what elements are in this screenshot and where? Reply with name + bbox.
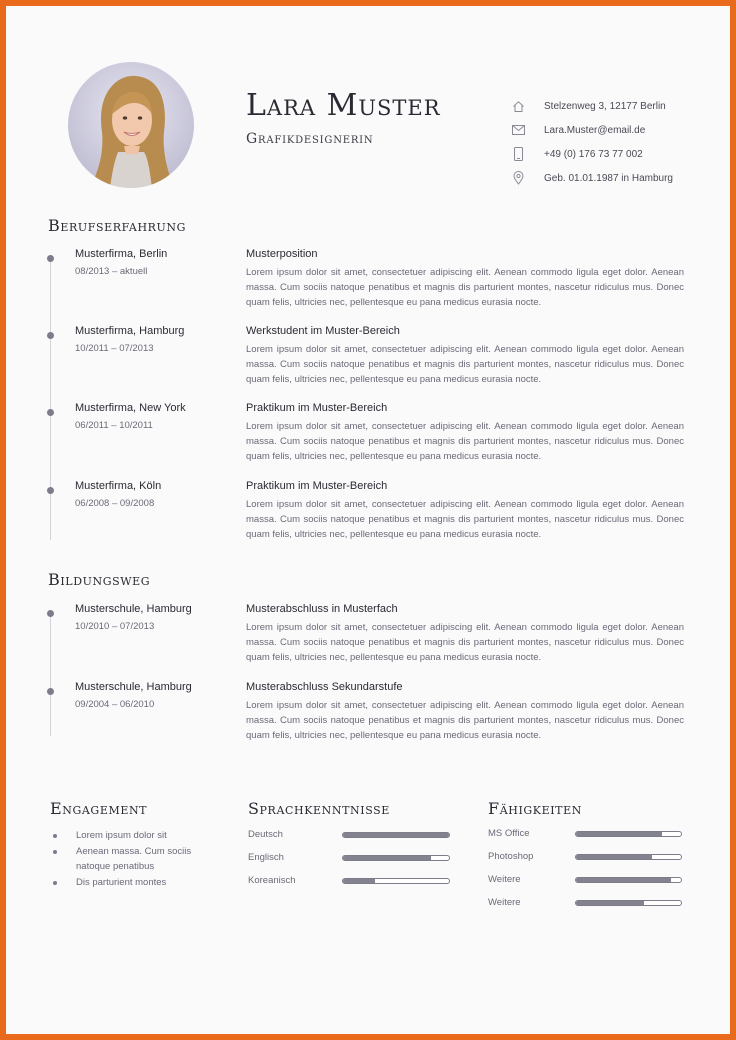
level-bar [575, 854, 682, 860]
list-item: Dis parturient montes [50, 875, 210, 890]
person-name: Lara Muster [246, 88, 441, 123]
dates: 09/2004 – 06/2010 [75, 699, 155, 710]
cv-page [6, 6, 730, 1034]
dates: 06/2008 – 09/2008 [75, 498, 155, 509]
timeline-dot [47, 332, 54, 339]
company: Musterfirma, Berlin [75, 248, 168, 260]
timeline-dot [47, 688, 54, 695]
contact-address-text: Stelzenweg 3, 12177 Berlin [544, 100, 666, 112]
timeline-dot [47, 610, 54, 617]
language-label: Englisch [248, 852, 284, 863]
position: Praktikum im Muster-Bereich [246, 402, 388, 414]
experience-entry [44, 480, 694, 544]
description: Lorem ipsum dolor sit amet, consectetuer adipiscing elit. Aenean commodo ligula eget dolor. Aenean massa. Cum sociis natoque penatibus et magnis dis parturient montes, nascetur ridiculus mus. Donec quam felis, ultricies nec, pellentesque eu pana medicus eurasia nocte. [246, 622, 684, 663]
degree: Musterabschluss Sekundarstufe [246, 681, 403, 693]
experience-entry [44, 325, 694, 389]
level-bar [342, 855, 450, 861]
home-icon [506, 98, 530, 114]
skill-label: MS Office [488, 828, 530, 839]
list-item: Lorem ipsum dolor sit [50, 828, 210, 843]
skill-row [488, 874, 688, 890]
position: Werkstudent im Muster-Bereich [246, 325, 400, 337]
language-label: Deutsch [248, 829, 283, 840]
languages-heading: Sprachkenntnisse [248, 799, 390, 818]
position: Musterposition [246, 248, 318, 260]
level-fill [576, 855, 652, 859]
skill-label: Photoshop [488, 851, 534, 862]
contact-address [506, 96, 666, 116]
level-fill [576, 901, 644, 905]
timeline-dot [47, 487, 54, 494]
education-entry [44, 603, 694, 667]
level-bar [575, 877, 682, 883]
experience-entry [44, 402, 694, 466]
engagement-heading: Engagement [50, 799, 148, 818]
contact-email [506, 120, 645, 140]
contact-birth [506, 168, 673, 188]
envelope-icon [506, 122, 530, 138]
level-fill [343, 879, 375, 883]
skill-row [488, 851, 688, 867]
level-fill [343, 856, 431, 860]
job-title: Grafikdesignerin [246, 131, 374, 147]
dates: 06/2011 – 10/2011 [75, 420, 153, 431]
description: Lorem ipsum dolor sit amet, consectetuer adipiscing elit. Aenean commodo ligula eget dolor. Aenean massa. Cum sociis natoque penatibus et magnis dis parturient montes, nascetur ridiculus mus. Donec quam felis, ultricies nec, pellentesque eu pana medicus eurasia nocte. [246, 700, 684, 741]
dates: 10/2010 – 07/2013 [75, 621, 155, 632]
education-heading: Bildungsweg [48, 570, 151, 589]
contact-email-text[interactable]: Lara.Muster@email.de [544, 124, 646, 136]
skills-heading: Fähigkeiten [488, 799, 582, 818]
contact-birth-text: Geb. 01.01.1987 in Hamburg [544, 172, 673, 184]
dates: 08/2013 – aktuell [75, 266, 148, 277]
skill-row [488, 828, 688, 844]
skill-label: Weitere [488, 874, 521, 885]
description: Lorem ipsum dolor sit amet, consectetuer adipiscing elit. Aenean commodo ligula eget dolor. Aenean massa. Cum sociis natoque penatibus et magnis dis parturient montes, nascetur ridiculus mus. Donec quam felis, ultricies nec, pellentesque eu pana medicus eurasia nocte. [246, 267, 684, 308]
contact-phone-text: +49 (0) 176 73 77 002 [544, 148, 643, 160]
phone-icon [506, 146, 530, 162]
level-fill [576, 878, 671, 882]
experience-heading: Berufserfahrung [48, 216, 186, 235]
company: Musterfirma, Hamburg [75, 325, 185, 337]
description: Lorem ipsum dolor sit amet, consectetuer adipiscing elit. Aenean commodo ligula eget dolor. Aenean massa. Cum sociis natoque penatibus et magnis dis parturient montes, nascetur ridiculus mus. Donec quam felis, ultricies nec, pellentesque eu pana medicus eurasia nocte. [246, 499, 684, 540]
level-bar [342, 878, 450, 884]
level-bar [575, 831, 682, 837]
location-pin-icon [506, 170, 530, 186]
language-row [248, 829, 454, 845]
school: Musterschule, Hamburg [75, 603, 192, 615]
list-item: Aenean massa. Cum sociis natoque penatibus [50, 844, 210, 874]
education-entry [44, 681, 694, 745]
dates: 10/2011 – 07/2013 [75, 343, 154, 354]
experience-entry [44, 248, 694, 312]
engagement-list [50, 828, 210, 891]
degree: Musterabschluss in Musterfach [246, 603, 398, 615]
level-bar [575, 900, 682, 906]
timeline-dot [47, 409, 54, 416]
skill-row [488, 897, 688, 913]
school: Musterschule, Hamburg [75, 681, 192, 693]
skill-label: Weitere [488, 897, 521, 908]
level-fill [343, 833, 449, 837]
profile-photo [68, 62, 194, 188]
company: Musterfirma, New York [75, 402, 186, 414]
contact-phone [506, 144, 643, 164]
language-row [248, 852, 454, 868]
level-fill [576, 832, 662, 836]
language-row [248, 875, 454, 891]
timeline-dot [47, 255, 54, 262]
description: Lorem ipsum dolor sit amet, consectetuer adipiscing elit. Aenean commodo ligula eget dolor. Aenean massa. Cum sociis natoque penatibus et magnis dis parturient montes, nascetur ridiculus mus. Donec quam felis, ultricies nec, pellentesque eu pana medicus eurasia nocte. [246, 344, 684, 385]
company: Musterfirma, Köln [75, 480, 162, 492]
level-bar [342, 832, 450, 838]
description: Lorem ipsum dolor sit amet, consectetuer adipiscing elit. Aenean commodo ligula eget dolor. Aenean massa. Cum sociis natoque penatibus et magnis dis parturient montes, nascetur ridiculus mus. Donec quam felis, ultricies nec, pellentesque eu pana medicus eurasia nocte. [246, 421, 684, 462]
position: Praktikum im Muster-Bereich [246, 480, 388, 492]
language-label: Koreanisch [248, 875, 296, 886]
